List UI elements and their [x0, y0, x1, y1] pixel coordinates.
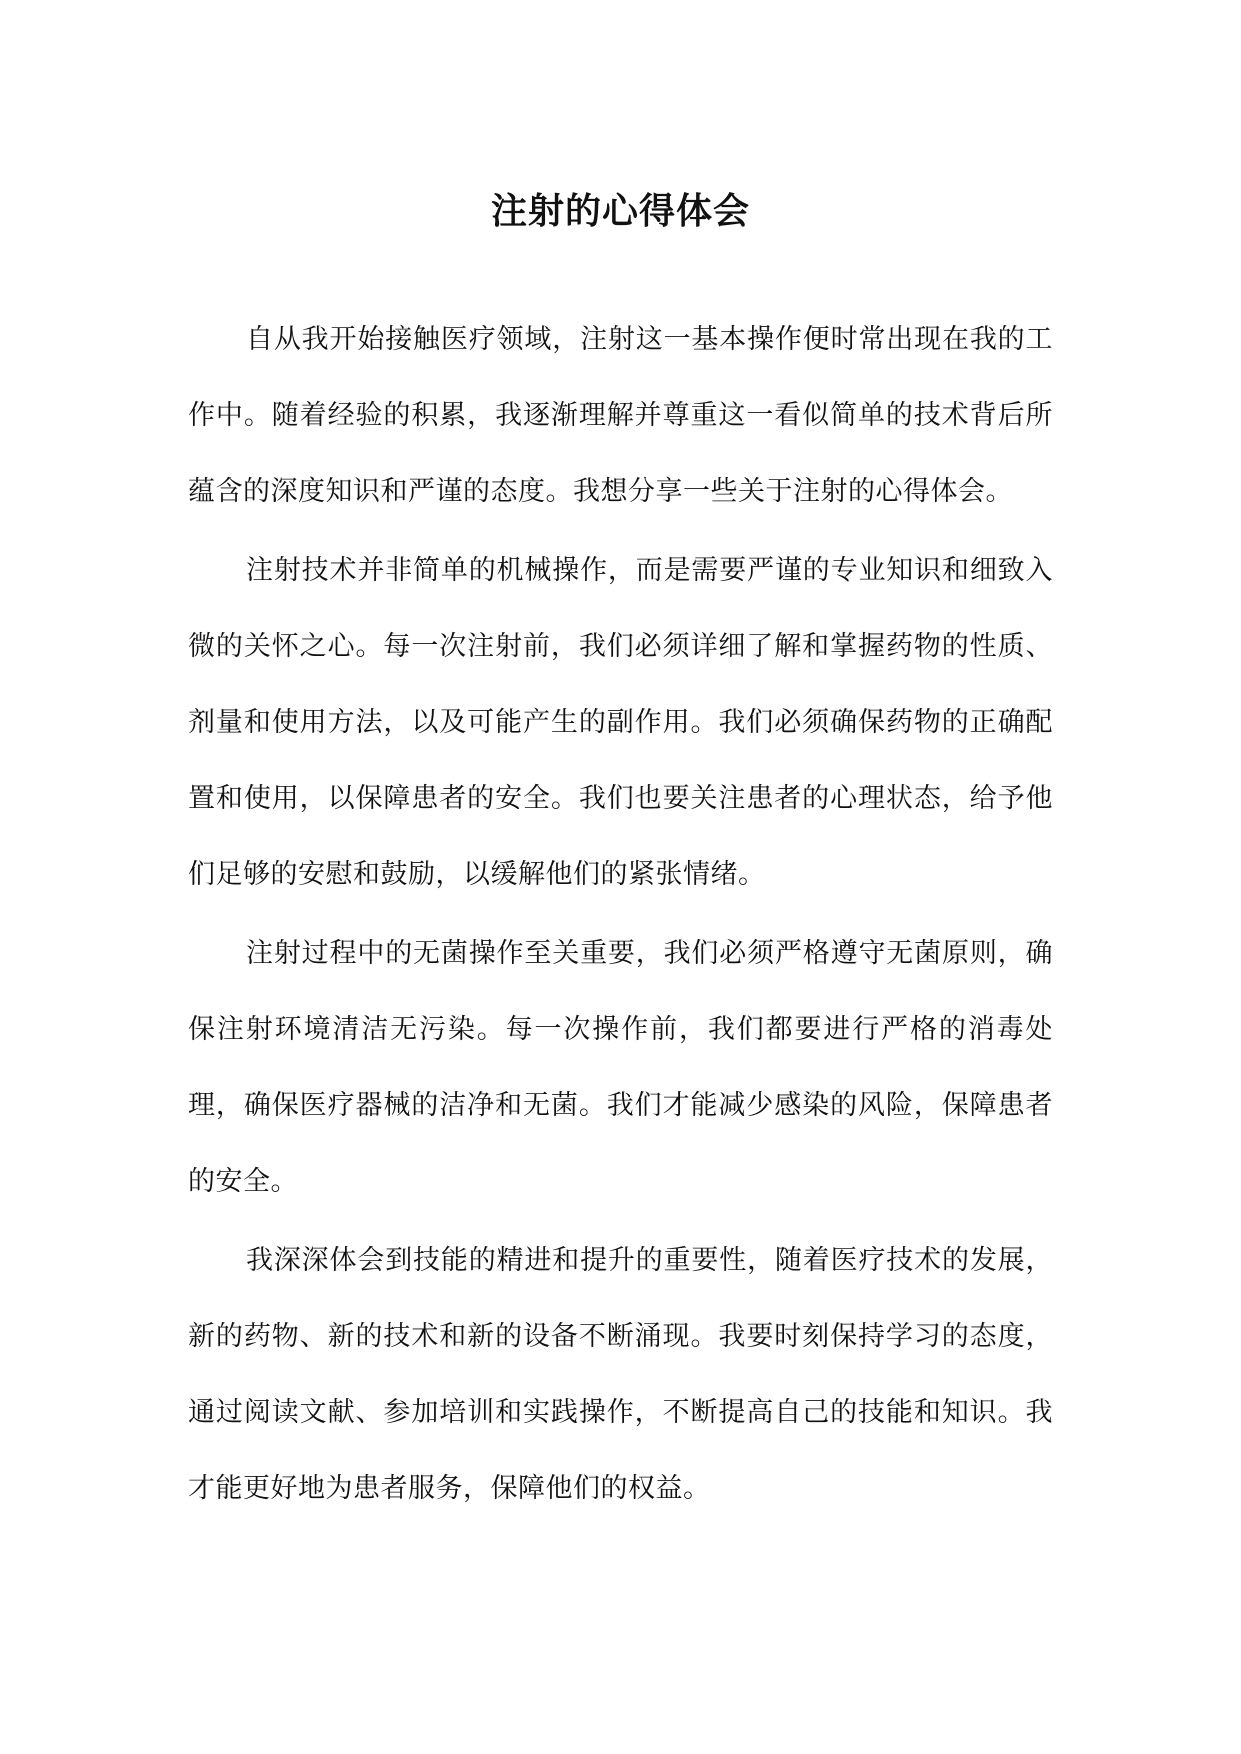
paragraph-4: 我深深体会到技能的精进和提升的重要性，随着医疗技术的发展，新的药物、新的技术和新的设备不断涌现。我要时刻保持学习的态度，通过阅读文献、参加培训和实践操作，不断提高自己的技能和知识。我才能更好地为患者服务，保障他们的权益。 [188, 1245, 1053, 1504]
document-title: 注射的心得体会 [490, 190, 750, 232]
document-body [188, 302, 1053, 1530]
paragraph-3: 注射过程中的无菌操作至关重要，我们必须严格遵守无菌原则，确保注射环境清洁无污染。每一次操作前，我们都要进行严格的消毒处理，确保医疗器械的洁净和无菌。我们才能减少感染的风险，保障患者的安全。 [188, 938, 1053, 1197]
paragraph-2: 注射技术并非简单的机械操作，而是需要严谨的专业知识和细致入微的关怀之心。每一次注射前，我们必须详细了解和掌握药物的性质、剂量和使用方法，以及可能产生的副作用。我们必须确保药物的正确配置和使用，以保障患者的安全。我们也要关注患者的心理状态，给予他们足够的安慰和鼓励，以缓解他们的紧张情绪。 [188, 555, 1053, 890]
paragraph-1: 自从我开始接触医疗领域，注射这一基本操作便时常出现在我的工作中。随着经验的积累，我逐渐理解并尊重这一看似简单的技术背后所蕴含的深度知识和严谨的态度。我想分享一些关于注射的心得体会。 [188, 324, 1053, 507]
